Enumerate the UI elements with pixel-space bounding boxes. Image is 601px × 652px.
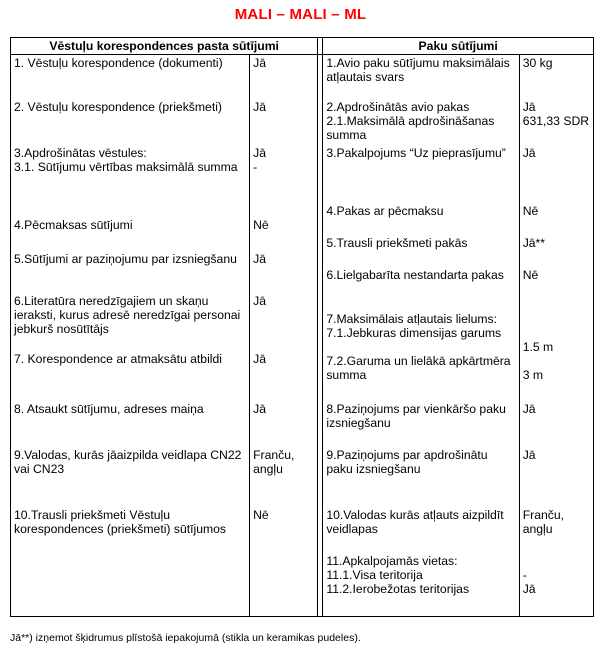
letters-item-text: 1. Vēstuļu korespondence (dokumenti): [14, 56, 223, 70]
parcels-item-value: Jā: [522, 146, 536, 160]
parcels-item-text: 5.Trausli priekšmeti pakās: [326, 236, 468, 250]
letters-item-text: 6.Literatūra neredzīgajiem un skaņu ieraksti, kurus adresē neredzīgai personai jebkurš nosūtītājs: [14, 294, 241, 336]
letters-item-text: 3.1. Sūtījumu vērtības maksimālā summa: [14, 160, 238, 174]
parcels-item-value: 631,33 SDR: [522, 114, 590, 128]
parcels-item-text: 8.Paziņojums par vienkāršo paku izsniegšanu: [326, 402, 506, 430]
letters-item-text: 2. Vēstuļu korespondence (priekšmeti): [14, 100, 222, 114]
parcels-item-text: 7.1.Jebkuras dimensijas garums: [326, 326, 502, 340]
parcels-item-text: 7.Maksimālais atļautais lielums:: [326, 312, 498, 326]
parcels-item-value: Franču, angļu: [522, 508, 565, 536]
parcels-item-value: 30 kg: [522, 56, 553, 70]
services-table: [10, 37, 594, 617]
footnote: Jā**) izņemot šķidrumus plīstošā iepakojumā (stikla un keramikas pudeles).: [10, 632, 361, 644]
letters-item-text: 7. Korespondence ar atmaksātu atbildi: [14, 352, 222, 366]
parcels-header: Paku sūtījumi: [323, 38, 594, 55]
letters-item-value: Jā: [253, 56, 266, 70]
letters-item-text: 10.Trausli priekšmeti Vēstuļu korespondences (priekšmeti) sūtījumos: [14, 508, 227, 536]
letters-item-text: 5.Sūtījumi ar paziņojumu par izsniegšanu: [14, 252, 237, 266]
letters-value-column: [250, 55, 318, 617]
parcels-item-text: 7.2.Garuma un lielākā apkārtmēra summa: [326, 354, 511, 382]
letters-item-value: -: [253, 160, 258, 174]
parcels-item-text: 11.2.Ierobežotas teritorijas: [326, 582, 470, 596]
letters-header: Vēstuļu korespondences pasta sūtījumi: [11, 38, 318, 55]
letters-item-text: 4.Pēcmaksas sūtījumi: [14, 218, 133, 232]
parcels-item-text: 9.Paziņojums par apdrošinātu paku izsniegšanu: [326, 448, 488, 476]
parcels-item-value: -: [522, 568, 527, 582]
letters-item-value: Jā: [253, 352, 266, 366]
parcels-item-value: Jā: [522, 448, 536, 462]
letters-item-value: Jā: [253, 252, 266, 266]
parcels-item-value: 3 m: [522, 368, 544, 382]
parcels-item-text: 10.Valodas kurās atļauts aizpildīt veidlapas: [326, 508, 504, 536]
letters-item-text: 8. Atsaukt sūtījumu, adreses maiņa: [14, 402, 204, 416]
parcels-item-value: 1.5 m: [522, 340, 554, 354]
letters-item-value: Nē: [253, 218, 269, 232]
parcels-item-value: Jā: [522, 582, 536, 596]
parcels-value-column: [519, 55, 593, 617]
parcels-item-text: 4.Pakas ar pēcmaksu: [326, 204, 444, 218]
letters-item-value: Jā: [253, 294, 266, 308]
letters-item-value: Nē: [253, 508, 269, 522]
parcels-item-text: 11.1.Visa teritorija: [326, 568, 423, 582]
header-row: [11, 38, 594, 55]
letters-item-text: 9.Valodas, kurās jāaizpilda veidlapa CN22 vai CN23: [14, 448, 242, 476]
letters-item-text: 3.Apdrošinātas vēstules:: [14, 146, 147, 160]
parcels-item-value: Jā: [522, 100, 536, 114]
letters-text-column: [11, 55, 250, 617]
parcels-text-column: [323, 55, 519, 617]
body-row: [11, 55, 594, 617]
parcels-item-value: Nē: [522, 204, 539, 218]
parcels-item-text: 6.Lielgabarīta nestandarta pakas: [326, 268, 504, 282]
parcels-item-text: 2.Apdrošinātās avio pakas: [326, 100, 470, 114]
parcels-item-value: Jā: [522, 402, 536, 416]
letters-item-value: Franču, angļu: [253, 448, 295, 476]
letters-item-value: Jā: [253, 402, 266, 416]
parcels-item-text: 11.Apkalpojamās vietas:: [326, 554, 458, 568]
parcels-item-value: Nē: [522, 268, 539, 282]
parcels-item-text: 2.1.Maksimālā apdrošināšanas summa: [326, 114, 495, 142]
letters-item-value: Jā: [253, 100, 266, 114]
parcels-item-text: 1.Avio paku sūtījumu maksimālais atļautais svars: [326, 56, 510, 84]
page-title: MALI – MALI – ML: [234, 6, 367, 23]
parcels-item-text: 3.Pakalpojums “Uz pieprasījumu”: [326, 146, 506, 160]
letters-item-value: Jā: [253, 146, 266, 160]
parcels-item-value: Jā**: [522, 236, 546, 250]
